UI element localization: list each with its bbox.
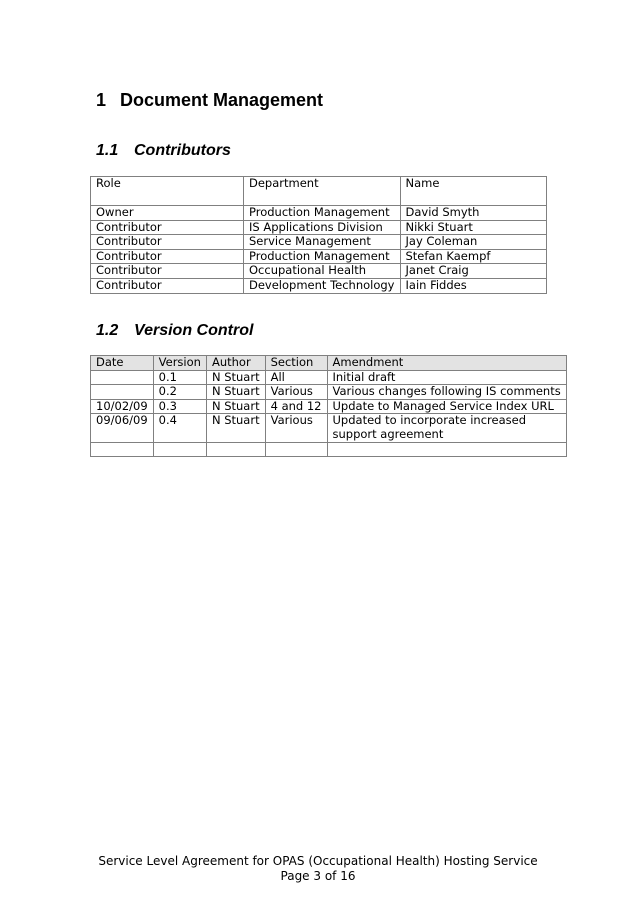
footer-title: Service Level Agreement for OPAS (Occupational Health) Hosting Service <box>98 854 538 868</box>
version-control-table <box>90 355 567 457</box>
table-header-row <box>91 356 567 371</box>
cell <box>91 442 154 456</box>
cell: Nikki Stuart <box>400 220 547 235</box>
table-row <box>91 249 547 264</box>
cell: Contributor <box>91 220 244 235</box>
cell: N Stuart <box>206 370 265 385</box>
table-header-row <box>91 177 547 206</box>
cell: Update to Managed Service Index URL <box>327 399 566 414</box>
cell: N Stuart <box>206 414 265 442</box>
heading-number: 1.1 <box>96 142 119 159</box>
heading-contributors <box>96 142 231 160</box>
cell: Various <box>265 414 327 442</box>
cell: 0.1 <box>153 370 206 385</box>
table-row <box>91 370 567 385</box>
cell: Owner <box>91 206 244 221</box>
cell <box>91 385 154 400</box>
header-cell: Version <box>153 356 206 371</box>
contributors-table <box>90 176 547 294</box>
heading-title: Contributors <box>134 142 231 159</box>
cell: 4 and 12 <box>265 399 327 414</box>
header-cell: Name <box>400 177 547 206</box>
table-row <box>91 414 567 442</box>
cell <box>206 442 265 456</box>
cell: Various changes following IS comments <box>327 385 566 400</box>
heading-title: Document Management <box>120 90 324 110</box>
cell: Production Management <box>244 206 401 221</box>
cell <box>265 442 327 456</box>
header-cell: Author <box>206 356 265 371</box>
table-row <box>91 399 567 414</box>
cell: David Smyth <box>400 206 547 221</box>
cell: Stefan Kaempf <box>400 249 547 264</box>
cell: All <box>265 370 327 385</box>
table-row <box>91 206 547 221</box>
cell: N Stuart <box>206 385 265 400</box>
header-cell: Role <box>91 177 244 206</box>
cell: Initial draft <box>327 370 566 385</box>
heading-title: Version Control <box>134 322 254 339</box>
cell: Service Management <box>244 235 401 250</box>
table-row <box>91 235 547 250</box>
cell: 0.2 <box>153 385 206 400</box>
cell: Janet Craig <box>400 264 547 279</box>
heading-number: 1.2 <box>96 322 119 339</box>
table-row <box>91 264 547 279</box>
cell: Production Management <box>244 249 401 264</box>
cell <box>327 442 566 456</box>
header-cell: Date <box>91 356 154 371</box>
cell <box>91 370 154 385</box>
cell: Occupational Health <box>244 264 401 279</box>
table-row <box>91 220 547 235</box>
heading-number: 1 <box>96 90 107 110</box>
page-footer <box>0 854 636 884</box>
table-row <box>91 442 567 456</box>
cell <box>153 442 206 456</box>
cell: 0.3 <box>153 399 206 414</box>
cell: Jay Coleman <box>400 235 547 250</box>
cell: 0.4 <box>153 414 206 442</box>
cell: 09/06/09 <box>91 414 154 442</box>
cell: 10/02/09 <box>91 399 154 414</box>
header-cell: Department <box>244 177 401 206</box>
cell: N Stuart <box>206 399 265 414</box>
heading-document-management <box>96 90 323 111</box>
cell: Updated to incorporate increased support agreement <box>327 414 566 442</box>
cell: Iain Fiddes <box>400 278 547 293</box>
table-row <box>91 278 547 293</box>
cell: Contributor <box>91 249 244 264</box>
cell: IS Applications Division <box>244 220 401 235</box>
cell: Various <box>265 385 327 400</box>
cell: Development Technology <box>244 278 401 293</box>
header-cell: Section <box>265 356 327 371</box>
cell: Contributor <box>91 235 244 250</box>
cell: Contributor <box>91 278 244 293</box>
header-cell: Amendment <box>327 356 566 371</box>
cell: Contributor <box>91 264 244 279</box>
page-number: Page 3 of 16 <box>280 869 356 883</box>
heading-version-control <box>96 322 253 340</box>
table-row <box>91 385 567 400</box>
